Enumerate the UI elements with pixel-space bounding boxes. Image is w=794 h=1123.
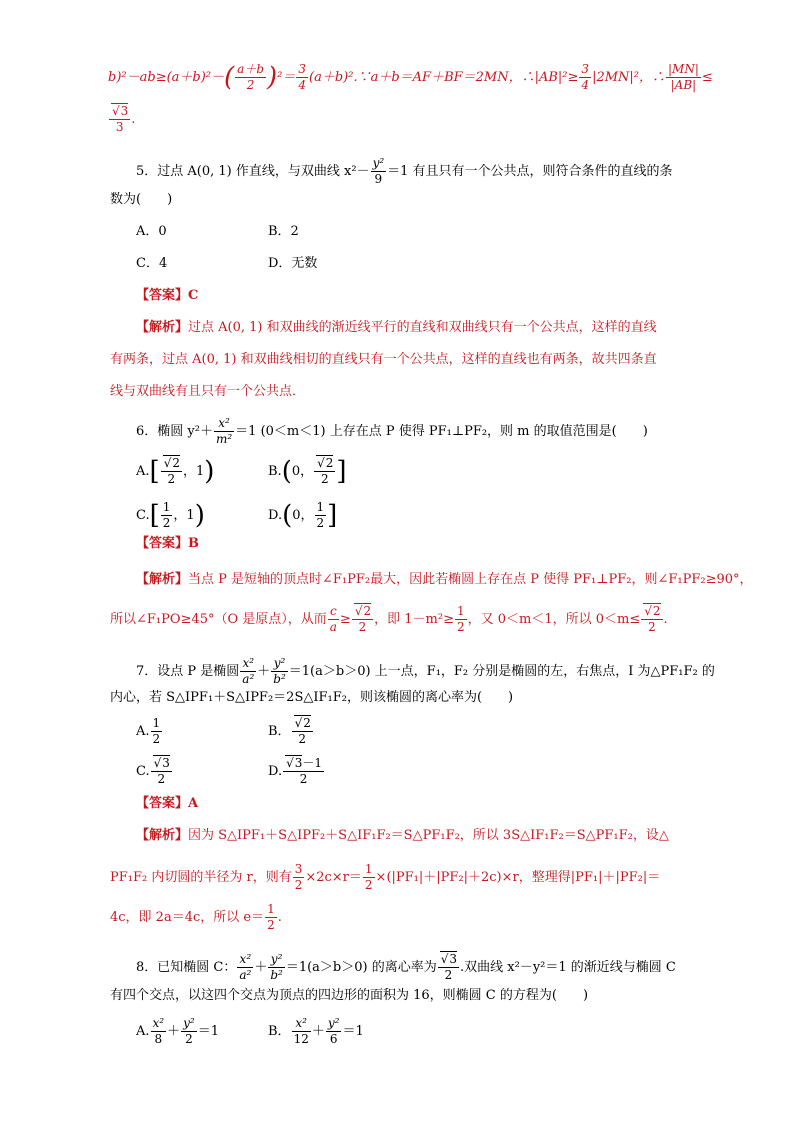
q8-stem-line-2: 有四个交点，以这四个交点为顶点的四边形的面积为 16，则椭圆 C 的方程为( ) [110,988,589,1003]
q7-option-b: B． √ $\frac{2}{2}$ [268,716,314,747]
q6-option-c: C.[ $\frac{1}{2}$ ，1) [136,500,205,531]
q7-analysis-line-3: 4c，即 2a＝4c，所以 e＝ $\frac{1}{2}$ . [110,902,282,932]
q7-option-a: A. $\frac{1}{2}$ [136,716,161,746]
q8-stem-line-1: 8．已知椭圆 C： $\frac{\text{x²}}{\text{a²}}$ ＋ $\frac{\text{y²}}{\text{b²}}$ ＝1(a＞b＞0) 的离心率为 √ $\frac{3}{2}$ .双曲线 x²－y²＝1 的渐近线与椭圆 C [136,952,676,983]
fraction: √ $\frac{3}{3}$ [109,104,130,135]
prev-text: (a＋b)².∵a＋b＝AF＋BF＝2MN，∴|AB|²≥ [309,70,579,85]
q6-stem: 6．椭圆 y²＋ $\frac{\text{x²}}{\text{m²}}$ ＝1 (0＜m＜1) 上存在点 P 使得 PF₁⊥PF₂，则 m 的取值范围是( ) [136,416,648,446]
prev-text: ²＝ [277,70,296,85]
q6-option-a: A.[ √ $\frac{2}{2}$ ，1) [136,456,214,487]
q6-answer: 【答案】B [136,536,199,551]
q5-stem-line-1: 5．过点 A(0, 1) 作直线，与双曲线 x²－ $\frac{\text{y²}}{9}$ ＝1 有且只有一个公共点，则符合条件的直线的条 [136,156,673,186]
q6-option-b: B.(0， √ $\frac{2}{2}$ ] [268,456,347,487]
fraction: $\frac{\text{y²}}{9}$ [372,156,385,186]
q6-analysis-line-1: 【解析】当点 P 是短轴的顶点时∠F₁PF₂最大，因此若椭圆上存在点 P 使得 PF₁⊥PF₂，则∠F₁PF₂≥90°， [136,572,753,587]
q5-analysis-line-1: 【解析】过点 A(0, 1) 和双曲线的渐近线平行的直线和双曲线只有一个公共点，这样的直线 [136,320,657,335]
q8-option-a: A. $\frac{\text{x²}}{8}$ ＋ $\frac{\text{y²}}{2}$ ＝1 [136,1016,219,1046]
q7-stem-line-1: 7．设点 P 是椭圆 $\frac{\text{x²}}{\text{a²}}$ ＋ $\frac{\text{y²}}{\text{b²}}$ ＝1(a＞b＞0) 上一点，F₁，F₂ 分别是椭圆的左，右焦点，I 为△PF₁F₂ 的 [136,656,715,686]
fraction: $\frac{3}{4}$ [581,62,590,92]
q7-option-c: C. √ $\frac{3}{2}$ [136,756,173,787]
fraction: $\frac{\text{x²}}{\text{m²}}$ [215,416,233,446]
q5-option-b: B．2 [268,224,299,239]
q6-option-d: D.(0， $\frac{1}{2}$ ] [268,500,338,531]
fraction: $\frac{a+b}{2}$ [237,62,265,92]
prev-text: ≤ [701,70,713,85]
q7-analysis-line-1: 【解析】因为 S△IPF₁＋S△IPF₂＋S△IF₁F₂＝S△PF₁F₂，所以 3S△IF₁F₂＝S△PF₁F₂，设△ [136,828,669,843]
analysis-label: 【解析】 [136,828,189,843]
q5-option-d: D．无数 [268,256,318,271]
paren: ) [267,62,278,93]
q5-option-c: C．4 [136,256,168,271]
q7-analysis-line-2: PF₁F₂ 内切圆的半径为 r，则有 $\frac{3}{2}$ ×2c×r＝ $\frac{1}{2}$ ×(|PF₁|＋|PF₂|＋2c)×r，整理得|PF₁|＋|PF₂|＝ [110,862,661,892]
paren: ( [224,62,235,93]
q5-analysis-line-3: 线与双曲线有且只有一个公共点． [110,384,306,399]
analysis-label: 【解析】 [136,320,189,335]
analysis-label: 【解析】 [136,572,189,587]
q5-option-a: A．0 [136,224,167,239]
q5-answer: 【答案】C [136,288,199,303]
prev-text: . [131,112,136,127]
fraction: $\frac{3}{4}$ [298,62,307,92]
q7-answer: 【答案】A [136,796,199,811]
prev-text: b) [108,70,122,85]
prev-solution-line-2 [108,104,135,135]
fraction: $\frac{|MN|}{|AB|}$ [668,62,699,92]
prev-text: |2MN|²，∴ [592,70,665,85]
q7-option-d: D. √ $\frac{3-1}{2}$ [268,756,325,787]
q8-option-b: B． $\frac{\text{x²}}{12}$ ＋ $\frac{\text{y²}}{6}$ ＝1 [268,1016,364,1046]
q7-stem-line-2: 内心，若 S△IPF₁＋S△IPF₂＝2S△IF₁F₂，则该椭圆的离心率为( ) [110,690,514,705]
prev-text: ²－ab≥(a＋b)²－ [121,70,225,85]
q5-analysis-line-2: 有两条，过点 A(0, 1) 和双曲线相切的直线只有一个公共点，这样的直线也有两条，故共四条直 [110,352,657,367]
q6-analysis-line-2: 所以∠F₁PO≥45°（O 是原点），从而 $\frac{c}{a}$ ≥ √ $\frac{2}{2}$ ，即 1－m²≥ $\frac{1}{2}$ ，又 0＜m＜1，所以 0＜m≤ √ $\frac{2}{2}$ . [110,604,668,635]
q5-stem-line-2: 数为( ) [110,192,173,207]
prev-solution-line-1 [108,62,713,93]
